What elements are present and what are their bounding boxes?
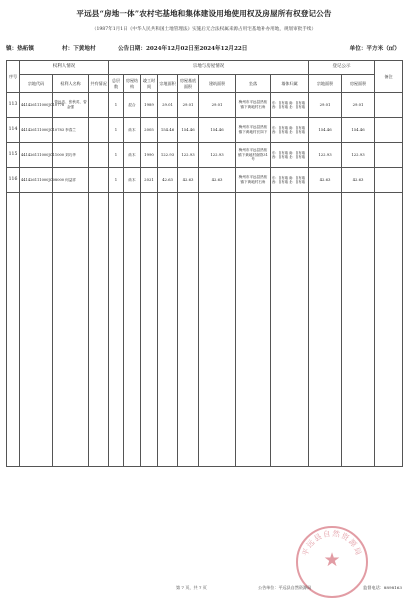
cell-remarks: [375, 93, 403, 118]
cell-seq: 116: [7, 168, 20, 193]
registration-table: [6, 60, 403, 467]
cell-building-area: 29.01: [199, 93, 236, 118]
cell-structure: 砖木: [124, 168, 141, 193]
header-total-floors: 总层数: [109, 75, 124, 93]
cell-reg-parcel: 29.01: [309, 93, 342, 118]
cell-floors: 1: [109, 93, 124, 118]
header-boundary: 墙体归属: [271, 75, 309, 93]
cell-base-area: 42.63: [178, 168, 199, 193]
cell-shared: [89, 93, 109, 118]
cell-reg-house: 122.93: [342, 143, 375, 168]
star-icon: ★: [323, 549, 341, 571]
cell-reg-parcel: 122.93: [309, 143, 342, 168]
cell-parcel-code: 441426111000JC10783: [20, 118, 53, 143]
header-remarks: 备注: [375, 61, 403, 93]
cell-floors: 1: [109, 143, 124, 168]
village-label: 村：下黄地村: [62, 46, 96, 52]
cell-parcel-area: 154.46: [158, 118, 178, 143]
cell-seq: 114: [7, 118, 20, 143]
cell-owner: 刘巧华: [53, 143, 89, 168]
cell-reg-parcel: 42.63: [309, 168, 342, 193]
cell-boundary: 东：自有墙 南：自有墙 西：自有墙 北：自有墙: [271, 118, 309, 143]
cell-building-area: 42.63: [199, 168, 236, 193]
header-shared: 共有情况: [89, 75, 109, 93]
cell-reg-house: 42.63: [342, 168, 375, 193]
cell-location: 梅州市平远县热柘镇下黄地村石角: [236, 93, 271, 118]
cell-parcel-code: 441426111000JC08000: [20, 168, 53, 193]
cell-owner: 李春兰: [53, 118, 89, 143]
cell-building-area: 154.46: [199, 118, 236, 143]
header-rights-group: 权利人情况: [20, 61, 109, 75]
header-building-area: 建筑面积: [199, 75, 236, 93]
seal-text: 平远县自然资源局: [300, 528, 364, 558]
notice-subtitle: （1987年1月1日《中华人民共和国土地管理法》实施后无合法权属来源占用宅基地补办用地，规划审批手续）: [91, 27, 317, 32]
cell-remarks: [375, 143, 403, 168]
header-owner-name: 权利人名称: [53, 75, 89, 93]
header-reg-parcel-area: 宗地面积: [309, 75, 342, 93]
cell-location: 梅州市平远县热柘镇下黄地村石角: [236, 168, 271, 193]
table-row: [7, 143, 403, 168]
cell-boundary: 东：自有墙 南：自有墙 西：自有墙 北：自有墙: [271, 168, 309, 193]
cell-boundary: 东：自有墙 南：自有墙 西：自有墙 北：自有墙: [271, 143, 309, 168]
table-row: [7, 118, 403, 143]
cell-remarks: [375, 168, 403, 193]
cell-location: 梅州市平远县热柘镇下黄地村谢背31号: [236, 143, 271, 168]
table-row: [7, 93, 403, 118]
cell-structure: 砖木: [124, 143, 141, 168]
page-footer: [0, 585, 408, 595]
cell-floors: 1: [109, 118, 124, 143]
cell-base-area: 122.93: [178, 143, 199, 168]
header-parcel-code: 宗地代码: [20, 75, 53, 93]
cell-reg-parcel: 154.46: [309, 118, 342, 143]
cell-structure: 砖木: [124, 118, 141, 143]
cell-base-area: 29.01: [178, 93, 199, 118]
cell-owner: 曾远忠、张秋英、曾金强: [53, 93, 89, 118]
notice-title: 平远县“房地一体”农村宅基地和集体建设用地使用权及房屋所有权登记公告: [76, 9, 332, 18]
cell-parcel-area: 122.93: [158, 143, 178, 168]
table-row: [7, 168, 403, 193]
cell-completed: 1989: [141, 93, 158, 118]
cell-location: 梅州市平远县热柘镇下黄地村长岗下: [236, 118, 271, 143]
header-completion: 竣工时间: [141, 75, 158, 93]
issuer-label: 公告单位：平远县自然资源局: [258, 585, 312, 590]
header-reg-house-area: 房屋面积: [342, 75, 375, 93]
cell-boundary: 东：自有墙 南：自有墙 西：自有墙 北：自有墙: [271, 93, 309, 118]
cell-building-area: 122.93: [199, 143, 236, 168]
announcement-date: 公告日期：2024年12月02日至2024年12月22日: [118, 46, 248, 52]
supervision-phone: 监督电话：8898163: [363, 585, 402, 590]
table-blank-area: [7, 193, 403, 467]
cell-seq: 115: [7, 143, 20, 168]
cell-base-area: 154.46: [178, 118, 199, 143]
cell-completed: 2005: [141, 118, 158, 143]
cell-parcel-code: 441426111000JC11000: [20, 143, 53, 168]
cell-shared: [89, 168, 109, 193]
cell-reg-house: 29.01: [342, 93, 375, 118]
cell-structure: 混合: [124, 93, 141, 118]
header-location: 坐落: [236, 75, 271, 93]
cell-completed: 1990: [141, 143, 158, 168]
header-parcel-area: 宗地面积: [158, 75, 178, 93]
header-reg-group: 登记公示: [309, 61, 375, 75]
header-land-group: 宗地与房屋情况: [109, 61, 309, 75]
cell-parcel-area: 42.63: [158, 168, 178, 193]
cell-reg-house: 154.46: [342, 118, 375, 143]
header-structure: 房屋结构: [124, 75, 141, 93]
header-seq: 序号: [7, 61, 20, 93]
cell-shared: [89, 143, 109, 168]
cell-seq: 113: [7, 93, 20, 118]
cell-parcel-area: 29.01: [158, 93, 178, 118]
town-label: 镇：热柘镇: [6, 46, 34, 52]
unit-label: 单位：平方米（㎡）: [349, 46, 400, 52]
cell-remarks: [375, 118, 403, 143]
cell-floors: 1: [109, 168, 124, 193]
header-base-area: 房屋基底面积: [178, 75, 199, 93]
cell-shared: [89, 118, 109, 143]
page-number: 第 7 页，共 7 页: [176, 585, 207, 590]
notice-meta: [6, 44, 402, 54]
cell-completed: 2021: [141, 168, 158, 193]
cell-parcel-code: 441426111000JC10778: [20, 93, 53, 118]
cell-owner: 何益祥: [53, 168, 89, 193]
